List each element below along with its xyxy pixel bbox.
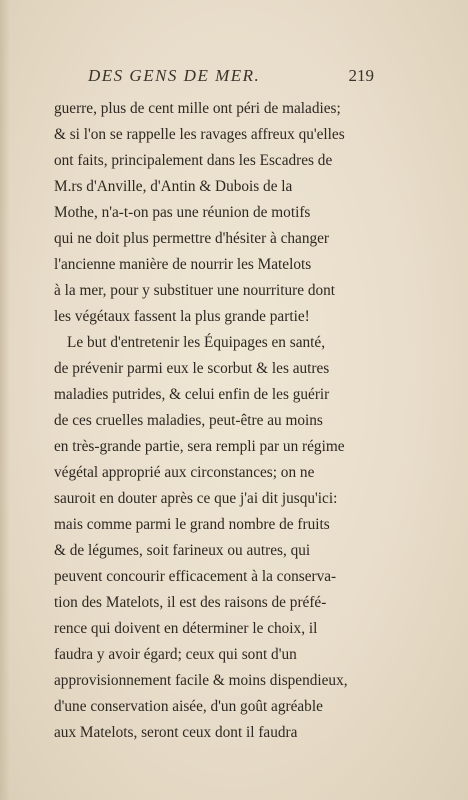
- text-line: peuvent concourir efficacement à la conserva-: [54, 568, 337, 585]
- text-line: Mothe, n'a-t-on pas une réunion de motifs: [54, 204, 311, 221]
- page-number: 219: [348, 66, 374, 85]
- text-line: d'une conservation aisée, d'un goût agréable: [54, 698, 323, 715]
- page-header: [88, 66, 374, 90]
- text-line: & de légumes, soit farineux ou autres, qui: [54, 542, 311, 559]
- text-line: aux Matelots, seront ceux dont il faudra: [54, 724, 298, 741]
- text-line: faudra y avoir égard; ceux qui sont d'un: [54, 646, 297, 663]
- text-line: mais comme parmi le grand nombre de fruits: [54, 516, 330, 533]
- text-line: approvisionnement facile & moins dispendieux,: [54, 672, 348, 689]
- text-line: végétal approprié aux circonstances; on ne: [54, 464, 315, 481]
- text-line: les végétaux fassent la plus grande partie!: [54, 308, 310, 325]
- text-line: en très-grande partie, sera rempli par un régime: [54, 438, 345, 455]
- text-line: qui ne doit plus permettre d'hésiter à changer: [54, 230, 330, 247]
- text-line: M.rs d'Anville, d'Antin & Dubois de la: [54, 178, 293, 195]
- text-line: maladies putrides, & celui enfin de les guérir: [54, 386, 330, 403]
- text-line: sauroit en douter après ce que j'ai dit jusqu'ici:: [54, 490, 338, 507]
- paragraph-start-line: Le but d'entretenir les Équipages en santé,: [67, 334, 326, 351]
- gutter-shadow: [0, 0, 10, 800]
- text-line: tion des Matelots, il est des raisons de préfé-: [54, 594, 327, 611]
- text-line: guerre, plus de cent mille ont péri de maladies;: [54, 100, 341, 117]
- text-line: rence qui doivent en déterminer le choix, il: [54, 620, 318, 637]
- text-line: de ces cruelles maladies, peut-être au moins: [54, 412, 323, 429]
- text-line: ont faits, principalement dans les Escadres de: [54, 152, 333, 169]
- running-head: DES GENS DE MER.: [88, 66, 261, 85]
- text-line: de prévenir parmi eux le scorbut & les autres: [54, 360, 330, 377]
- text-line: l'ancienne manière de nourrir les Matelots: [54, 256, 312, 273]
- text-line: à la mer, pour y substituer une nourriture dont: [54, 282, 336, 299]
- text-line: & si l'on se rappelle les ravages affreux qu'elles: [54, 126, 345, 143]
- body-text: [54, 96, 372, 746]
